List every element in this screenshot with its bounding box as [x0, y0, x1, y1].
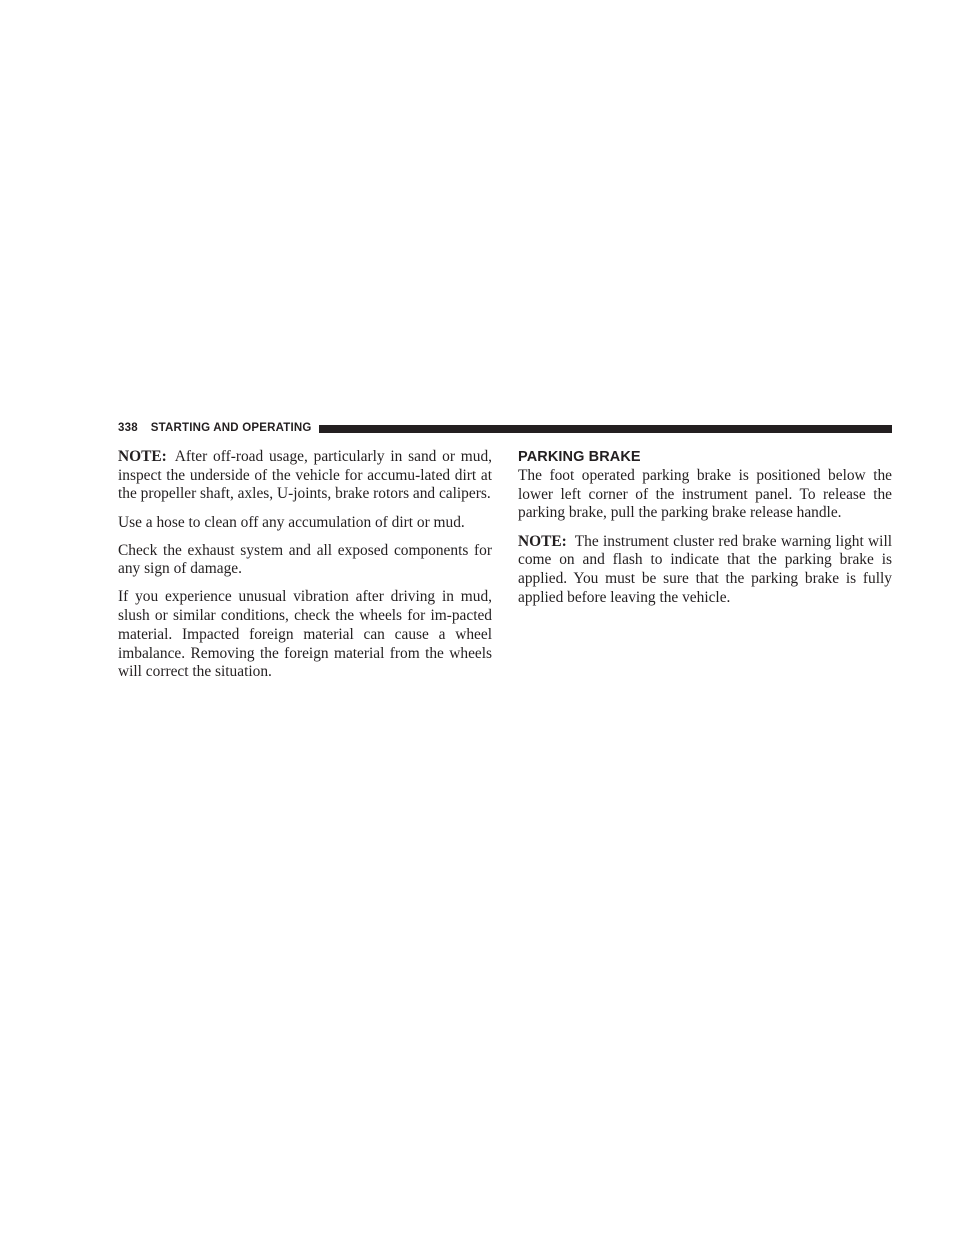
- header-rule: [319, 425, 892, 433]
- left-column: [118, 448, 492, 691]
- exhaust-paragraph: Check the exhaust system and all exposed components for any sign of damage.: [118, 541, 492, 578]
- page-number: 338: [118, 422, 138, 434]
- parking-brake-paragraph: The foot operated parking brake is positioned below the lower left corner of the instrument panel. To release the parking brake, pull the parking brake release handle.: [518, 467, 892, 522]
- section-title: STARTING AND OPERATING: [150, 422, 312, 434]
- note-label: NOTE:: [518, 532, 567, 550]
- brake-warning-note: [518, 533, 892, 608]
- page-header: [118, 420, 892, 436]
- parking-brake-heading: PARKING BRAKE: [518, 449, 641, 465]
- vibration-paragraph: If you experience unusual vibration after driving in mud, slush or similar conditions, check the wheels for im-pacted material. Impacted foreign material can cause a wheel imbalance. Removing the foreign material from the wheels will correct the situation.: [118, 588, 492, 681]
- hose-paragraph: Use a hose to clean off any accumulation of dirt or mud.: [118, 513, 465, 531]
- off-road-note: [118, 448, 492, 504]
- note-label: NOTE:: [118, 448, 167, 465]
- note-text: After off-road usage, particularly in sand or mud, inspect the underside of the vehicle for accumu-lated dirt at the propeller shaft, axles, U-joints, brake rotors and calipers.: [118, 448, 492, 503]
- note-text: The instrument cluster red brake warning light will come on and flash to indicate that the parking brake is applied. You must be sure that the parking brake is fully applied before leaving the vehicle.: [518, 532, 892, 606]
- right-column: [518, 448, 892, 617]
